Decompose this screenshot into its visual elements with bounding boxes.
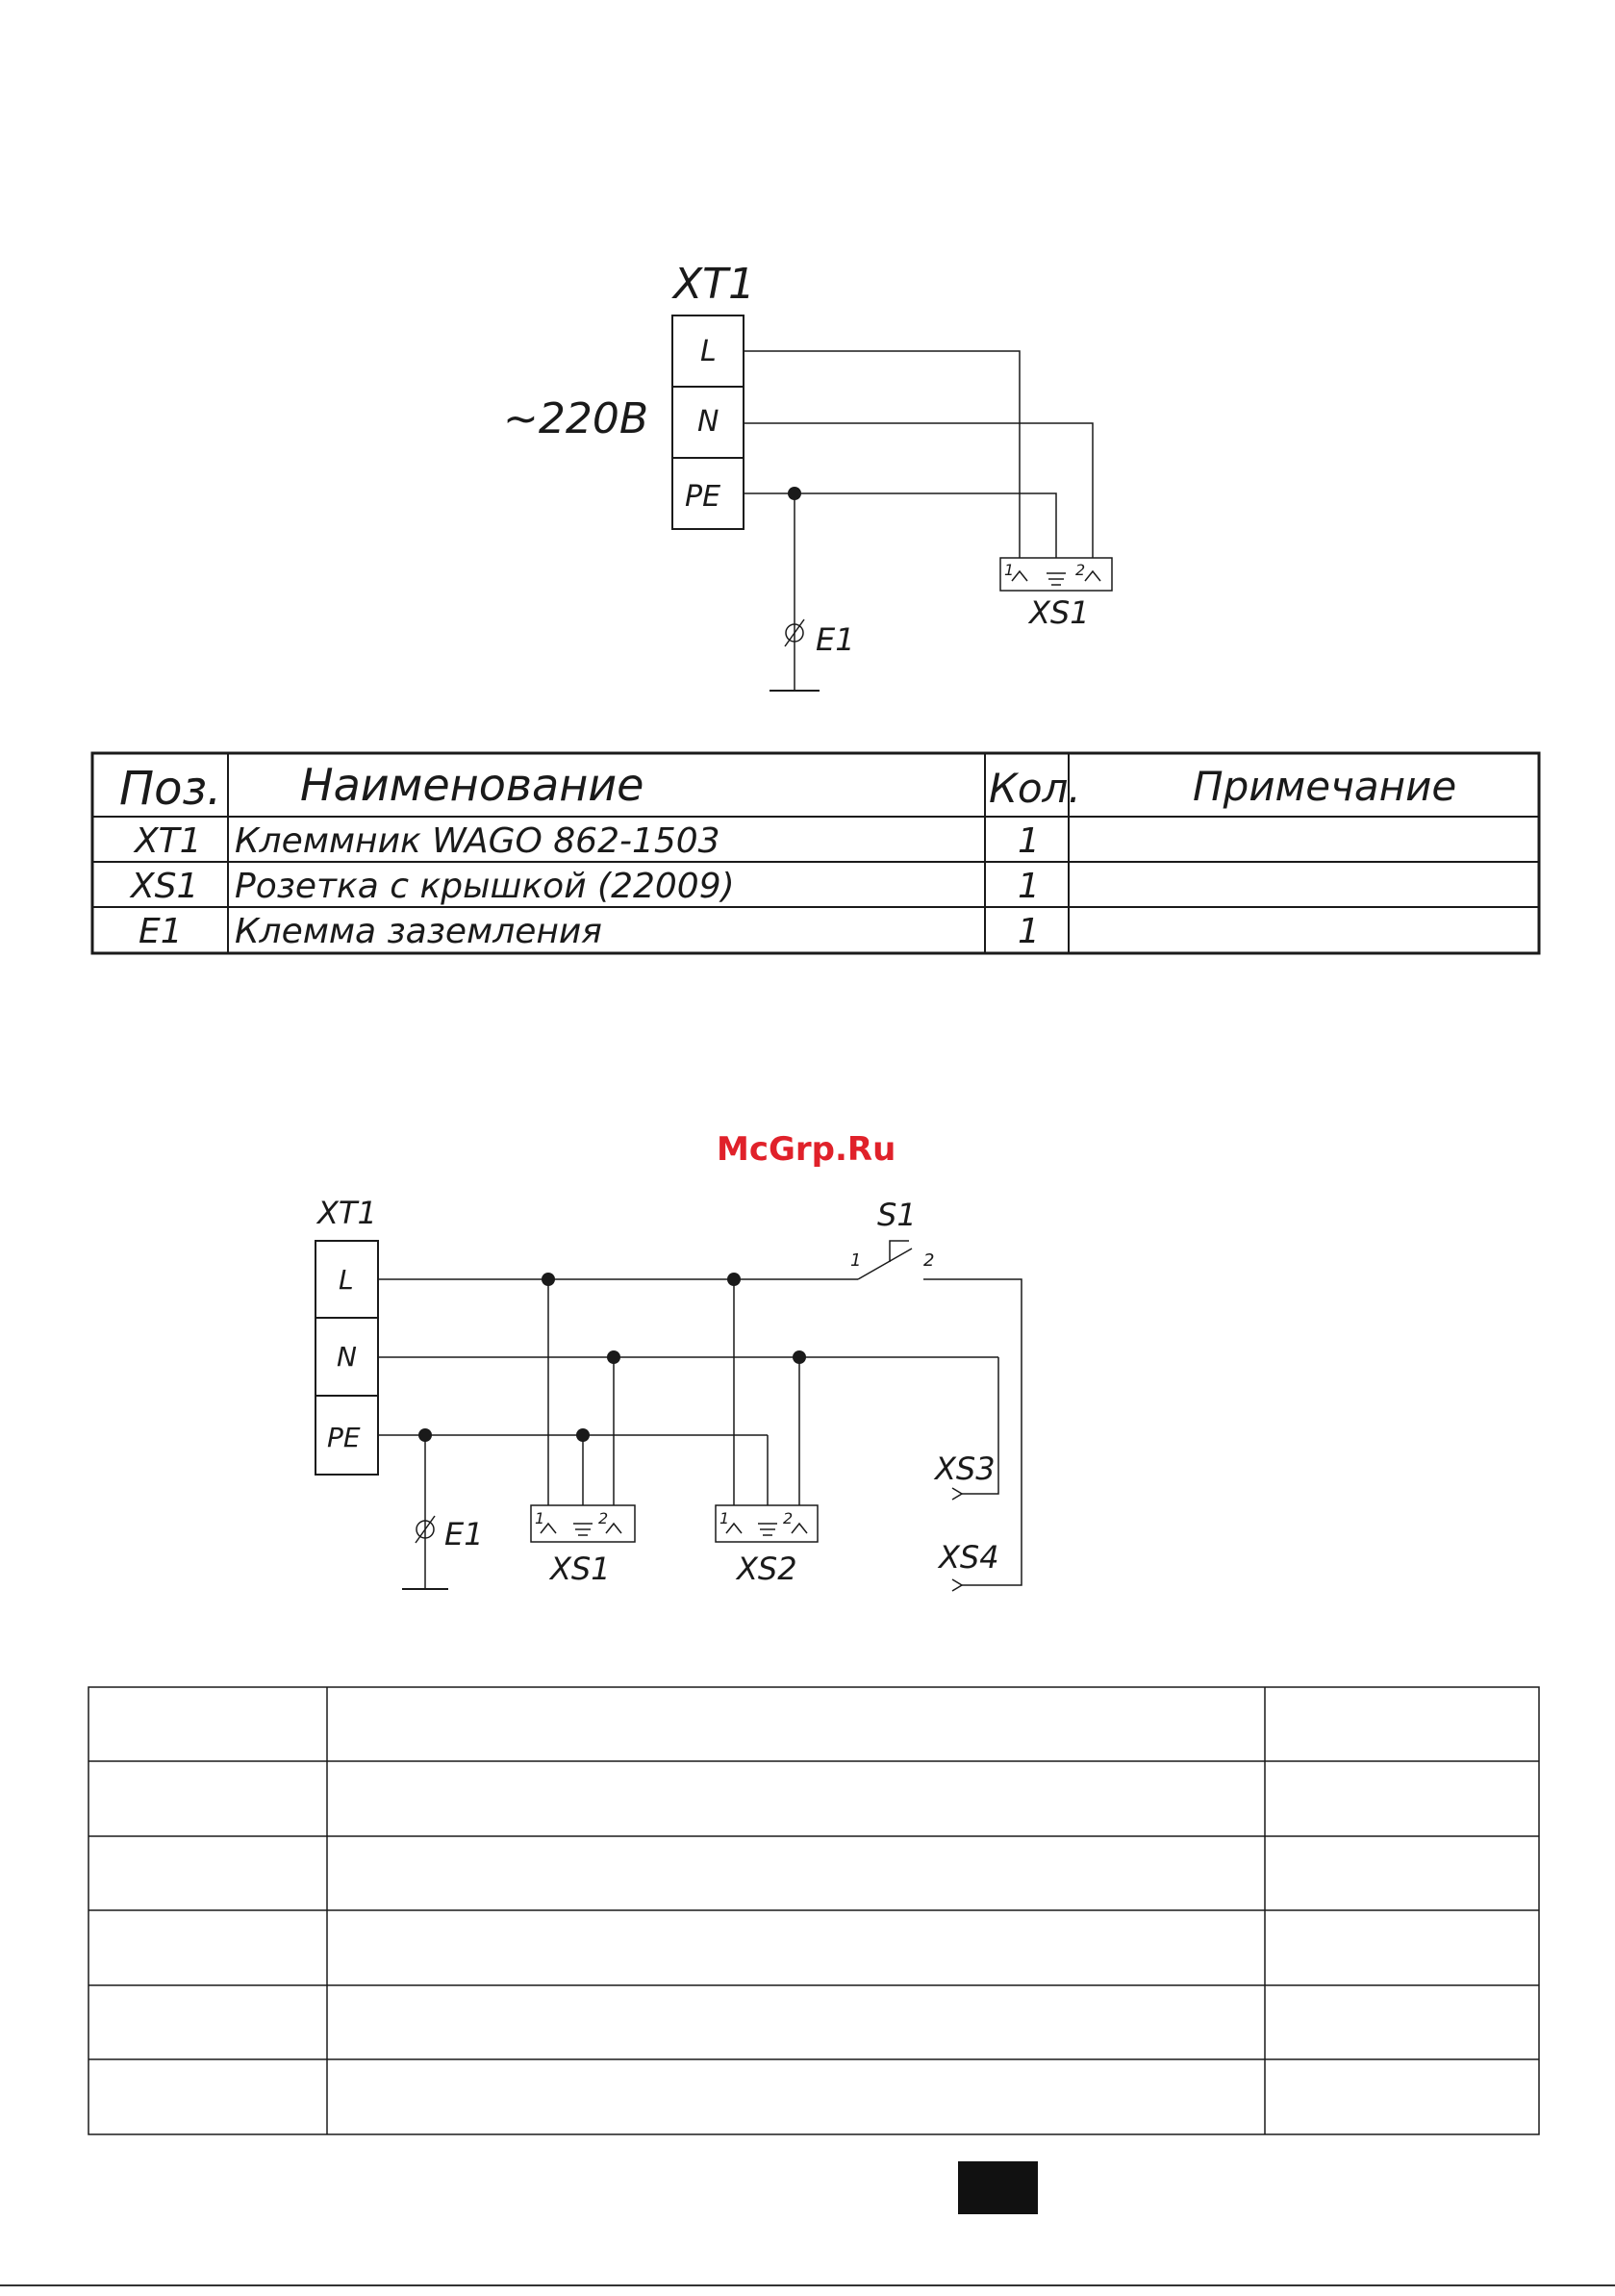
diagram-2 [315, 1195, 1022, 1591]
s1-pin-2: 2 [923, 1250, 935, 1271]
wire-l [744, 351, 1020, 558]
empty-table [88, 1687, 1539, 2134]
xs3-label: XS3 [935, 1451, 996, 1487]
wire-pe [744, 493, 1056, 558]
socket-contact-icon [1085, 571, 1100, 581]
row-name: Розетка с крышкой (22009) [235, 867, 735, 906]
socket-contact-icon [1012, 571, 1027, 581]
junction-dot [576, 1428, 590, 1442]
header-qty: Кол. [989, 765, 1081, 812]
diagram-1 [503, 260, 1112, 691]
output-arrow-icon [952, 1488, 962, 1500]
junction-dot [542, 1273, 555, 1286]
page-number-block [958, 2161, 1038, 2214]
xt1-terminal-n: N [337, 1341, 357, 1373]
socket-earth-icon [573, 1524, 593, 1535]
junction-dot [788, 487, 801, 500]
xt1-label: XT1 [317, 1195, 377, 1231]
socket-contact-icon [792, 1524, 807, 1533]
e1-label: E1 [444, 1516, 484, 1552]
xs1-label: XS1 [1029, 594, 1090, 631]
xs2-label: XS2 [737, 1551, 797, 1587]
watermark: McGrp.Ru [717, 1130, 896, 1169]
header-pos: Поз. [119, 762, 222, 816]
socket-pin-1: 1 [1004, 561, 1015, 579]
socket-pin-2: 2 [783, 1509, 794, 1527]
xt1-terminal-l: L [339, 1264, 354, 1296]
xt1-label: XT1 [673, 260, 756, 309]
xt1-terminal-pe: PE [685, 480, 721, 514]
supply-voltage-label: ~220В [503, 394, 649, 443]
xs4-label: XS4 [939, 1539, 999, 1576]
socket-pin-1: 1 [535, 1509, 545, 1527]
junction-dot [418, 1428, 432, 1442]
socket-earth-icon [758, 1524, 777, 1535]
row-pos: E1 [139, 912, 183, 951]
xt1-terminal-n: N [697, 405, 719, 439]
socket-earth-icon [1047, 573, 1066, 585]
row-qty: 1 [1018, 821, 1040, 861]
xt1-terminal-pe: PE [327, 1422, 361, 1453]
s1-label: S1 [877, 1197, 917, 1233]
xt1-terminal-l: L [700, 335, 717, 368]
socket-pin-2: 2 [598, 1509, 609, 1527]
junction-dot [727, 1273, 741, 1286]
row-pos: XS1 [131, 867, 199, 906]
header-note: Примечание [1193, 763, 1457, 810]
s1-pin-1: 1 [850, 1250, 862, 1271]
e1-label: E1 [816, 621, 855, 658]
xs1-label: XS1 [550, 1551, 611, 1587]
socket-pin-1: 1 [719, 1509, 730, 1527]
output-arrow-icon [952, 1579, 962, 1591]
row-name: Клемма заземления [235, 912, 602, 951]
socket-pin-2: 2 [1075, 561, 1086, 579]
row-qty: 1 [1018, 912, 1040, 951]
header-name: Наименование [300, 759, 644, 811]
junction-dot [607, 1350, 620, 1364]
row-qty: 1 [1018, 867, 1040, 906]
row-name: Клеммник WAGO 862-1503 [235, 821, 720, 861]
socket-contact-icon [606, 1524, 621, 1533]
spec-table [92, 753, 1539, 953]
switch-s1 [858, 1249, 912, 1279]
row-pos: XT1 [135, 821, 202, 861]
junction-dot [793, 1350, 806, 1364]
